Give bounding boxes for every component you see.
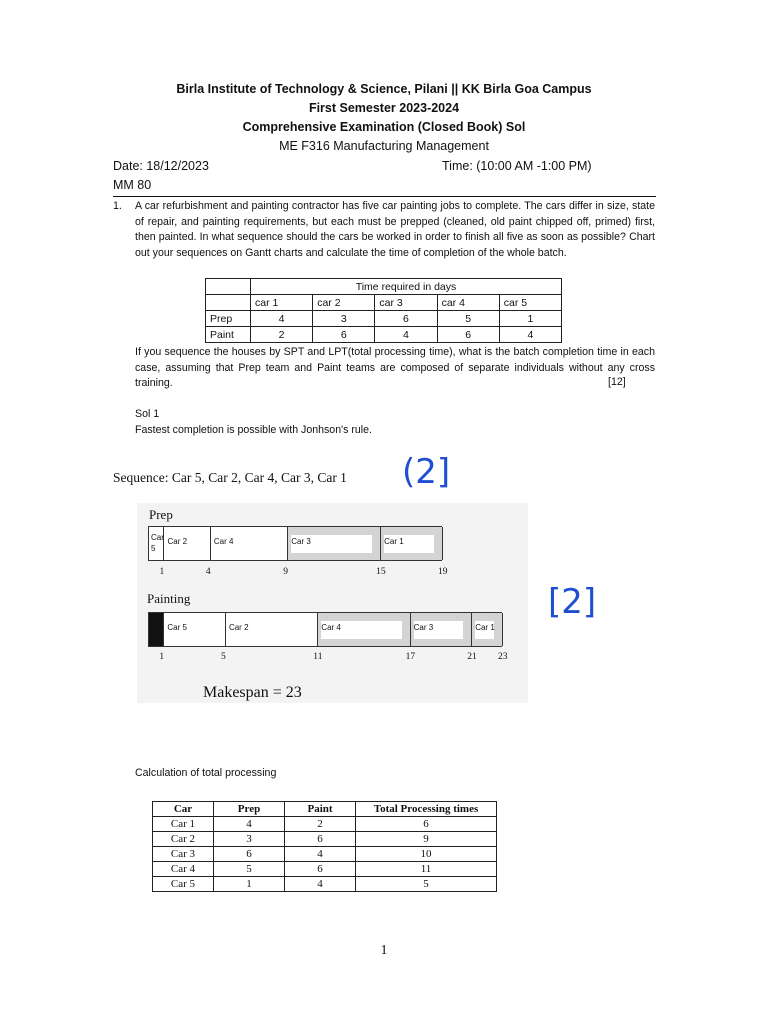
column-header: car 4: [437, 295, 499, 311]
gantt-task-bar: [164, 527, 210, 560]
table-cell: 1: [214, 877, 285, 892]
table-cell: 6: [375, 311, 437, 327]
table-cell: 4: [251, 311, 313, 327]
table-cell: 6: [356, 817, 497, 832]
table-cell: 4: [214, 817, 285, 832]
table-row: [153, 817, 497, 832]
axis-tick-label: 4: [205, 567, 211, 577]
axis-tick-label: 1: [159, 652, 165, 662]
prep-gantt-bar: [148, 526, 442, 561]
max-marks: MM 80: [113, 178, 152, 192]
table-cell: 9: [356, 832, 497, 847]
axis-tick-label: 19: [438, 567, 448, 577]
processing-times-table: [152, 801, 497, 892]
table-cell: 3: [214, 832, 285, 847]
column-header: Paint: [285, 802, 356, 817]
row-label: Paint: [206, 327, 251, 343]
painting-chart-title: Painting: [147, 591, 191, 606]
gantt-task-label: Car 1: [384, 537, 404, 546]
table-cell: Car 5: [153, 877, 214, 892]
row-label: Prep: [206, 311, 251, 327]
gantt-task-label: Car 4: [321, 623, 341, 632]
exam-time: Time: (10:00 AM -1:00 PM): [442, 159, 592, 173]
gantt-task-bar: [164, 613, 226, 646]
column-header: car 5: [499, 295, 561, 311]
question-text: A car refurbishment and painting contractor has five car painting jobs to complete. The cars differ in size, state of repair, and painting requirements, but each must be prepped (cleaned, old paint chipped off, primed) first, then painted. In what sequence should the cars be worked in order to finish all five as soon as possible? Chart out your sequences on Gantt charts and calculate the time of completion of the whole batch.: [135, 200, 655, 259]
table-cell: Car 3: [153, 847, 214, 862]
column-header: car 2: [313, 295, 375, 311]
course-title: ME F316 Manufacturing Management: [279, 139, 489, 153]
table-cell: 4: [285, 877, 356, 892]
prep-chart-title: Prep: [149, 507, 173, 522]
page-number: 1: [380, 943, 388, 958]
table-cell: 3: [313, 311, 375, 327]
gantt-task-bar: [149, 527, 164, 560]
axis-tick-label: 9: [283, 567, 288, 577]
table-header-row: [206, 295, 562, 311]
painting-gantt-bar: [148, 612, 502, 647]
gantt-task-label: Car 5: [151, 533, 164, 553]
gantt-task-label: Car 5: [167, 623, 187, 632]
question-1: [113, 199, 655, 261]
gantt-task-label: Car 2: [167, 537, 188, 546]
institute-title: Birla Institute of Technology & Science, Pilani || KK Birla Goa Campus: [176, 82, 592, 96]
gantt-task-bar: [288, 527, 381, 560]
table-cell: 2: [285, 817, 356, 832]
table-cell: Car 2: [153, 832, 214, 847]
table-cell: 6: [214, 847, 285, 862]
axis-tick-label: 15: [376, 567, 386, 577]
table-cell: 6: [437, 327, 499, 343]
time-required-table: [205, 278, 562, 343]
table-caption: Time required in days: [251, 279, 562, 295]
question-followup: [135, 345, 655, 392]
table-cell: 5: [214, 862, 285, 877]
table-row: [153, 832, 497, 847]
semester-title: First Semester 2023-2024: [308, 101, 460, 115]
table-cell: 10: [356, 847, 497, 862]
axis-tick-label: 17: [405, 652, 416, 662]
table-cell: 1: [499, 311, 561, 327]
gantt-task-label: Car 3: [291, 537, 311, 546]
gantt-task-bar: [211, 527, 288, 560]
table-cell: 4: [375, 327, 437, 343]
exam-date: Date: 18/12/2023: [113, 159, 209, 173]
gantt-task-label: Car 1: [475, 623, 495, 632]
gantt-task-label: Car 3: [413, 623, 434, 632]
table-cell: 4: [285, 847, 356, 862]
gantt-task-bar: [149, 613, 164, 646]
gantt-task-label: Car 4: [213, 537, 234, 546]
column-header: Prep: [214, 802, 285, 817]
gantt-task-bar: [226, 613, 318, 646]
table-cell: 11: [356, 862, 497, 877]
table-cell: 4: [499, 327, 561, 343]
solution-intro: Fastest completion is possible with Jonhson's rule.: [135, 424, 372, 436]
makespan-text: Makespan = 23: [203, 684, 302, 701]
question-number: 1.: [113, 200, 122, 212]
gantt-task-bar: [411, 613, 473, 646]
table-cell: 6: [285, 832, 356, 847]
table-row: [206, 311, 562, 327]
solution-title: Sol 1: [135, 408, 160, 420]
table-cell: 5: [356, 877, 497, 892]
table-corner: [206, 279, 251, 295]
gantt-task-bar: [381, 527, 443, 560]
column-header: Car: [153, 802, 214, 817]
axis-tick-label: 11: [313, 652, 323, 662]
axis-tick-label: 23: [498, 652, 508, 662]
column-header: car 3: [375, 295, 437, 311]
table-cell: 2: [251, 327, 313, 343]
table-row: [206, 327, 562, 343]
table-header-row: [153, 802, 497, 817]
column-header: Total Processing times: [356, 802, 497, 817]
table-cell: 5: [437, 311, 499, 327]
column-header: car 1: [251, 295, 313, 311]
axis-tick-label: 21: [467, 652, 477, 662]
table-cell: Car 4: [153, 862, 214, 877]
handwritten-mark: [2]: [548, 582, 597, 622]
table-row: [153, 862, 497, 877]
table-cell: Car 1: [153, 817, 214, 832]
header-divider: [113, 196, 656, 197]
handwritten-mark: (2]: [402, 452, 451, 492]
axis-tick-label: 5: [220, 652, 226, 662]
gantt-task-label: Car 2: [228, 623, 249, 632]
table-row: [153, 847, 497, 862]
followup-text: If you sequence the houses by SPT and LPT(total processing time), what is the batch completion time in each case, assuming that Prep team and Paint teams are composed of separate individuals without any cross training.: [135, 346, 655, 390]
table-cell: 6: [313, 327, 375, 343]
axis-tick-label: 1: [159, 567, 165, 577]
calc-label: Calculation of total processing: [135, 767, 277, 779]
exam-title: Comprehensive Examination (Closed Book) Sol: [242, 120, 526, 134]
sequence-text: Sequence: Car 5, Car 2, Car 4, Car 3, Car 1: [113, 470, 347, 485]
gantt-task-bar: [318, 613, 410, 646]
table-row: [153, 877, 497, 892]
gantt-task-bar: [472, 613, 503, 646]
question-marks: [12]: [608, 376, 626, 388]
table-cell: 6: [285, 862, 356, 877]
